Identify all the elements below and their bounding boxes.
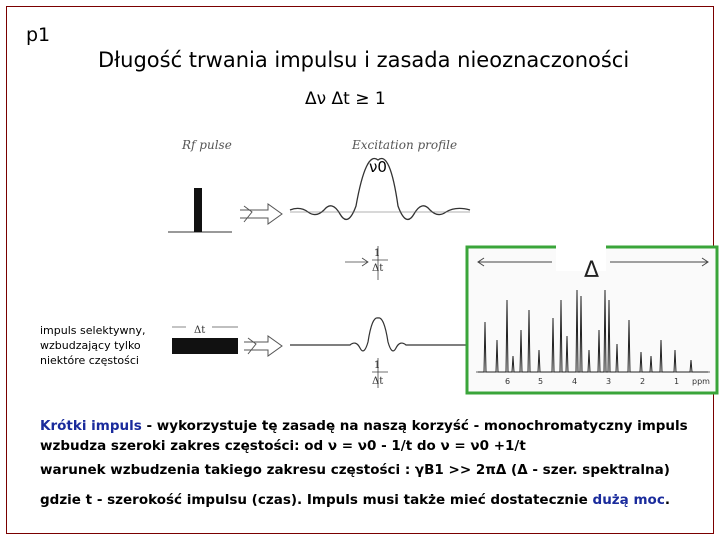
spectrum-tick-3: 3 — [606, 377, 612, 386]
bottom-frac-den: Δt — [372, 376, 384, 387]
pulse-dt-label: Δt — [194, 325, 206, 336]
p1-line2: wzbudza szeroki zakres częstości: od ν = ν0 - 1/t do ν = ν0 +1/t — [40, 438, 526, 454]
short-pulse-term: Krótki impuls — [40, 418, 142, 434]
spectrum-tick-2: 2 — [640, 377, 646, 386]
high-power-term: dużą moc — [592, 492, 665, 508]
top-frac-num: 1 — [374, 248, 381, 259]
delta-label: Δ — [584, 258, 600, 283]
paragraph-pulse-width — [40, 492, 670, 508]
slide-title: Długość trwania impulsu i zasada nieoznaczoności — [98, 48, 630, 72]
top-frac-den: Δt — [372, 263, 384, 274]
spectrum-tick-1: 1 — [674, 377, 680, 386]
spectrum-tick-4: 4 — [572, 377, 578, 386]
excitation-profile-label: Excitation profile — [352, 138, 458, 152]
paragraph-short-pulse — [40, 416, 688, 456]
bottom-frac-num: 1 — [374, 360, 381, 371]
p1-line1-rest: - wykorzystuje tę zasadę na naszą korzyść - monochromatyczny impuls — [141, 418, 688, 434]
paragraph-excitation-condition: warunek wzbudzenia takiego zakresu częstości : γB1 >> 2πΔ (Δ - szer. spektralna) — [40, 462, 670, 478]
slide-label: p1 — [26, 24, 51, 46]
p3-main: gdzie t - szerokość impulsu (czas). Impuls musi także mieć dostatecznie — [40, 492, 593, 508]
side-note: impuls selektywny, wzbudzający tylko niektóre częstości — [40, 324, 146, 367]
spectrum-tick-5: 5 — [538, 377, 544, 386]
ppm-label: ppm — [692, 377, 710, 386]
uncertainty-formula: Δν Δt ≥ 1 — [305, 89, 386, 109]
nu0-label: ν0 — [369, 158, 387, 176]
rf-pulse-label: Rf pulse — [182, 138, 232, 152]
p3-end: . — [664, 492, 670, 508]
spectrum-tick-6: 6 — [505, 377, 511, 386]
